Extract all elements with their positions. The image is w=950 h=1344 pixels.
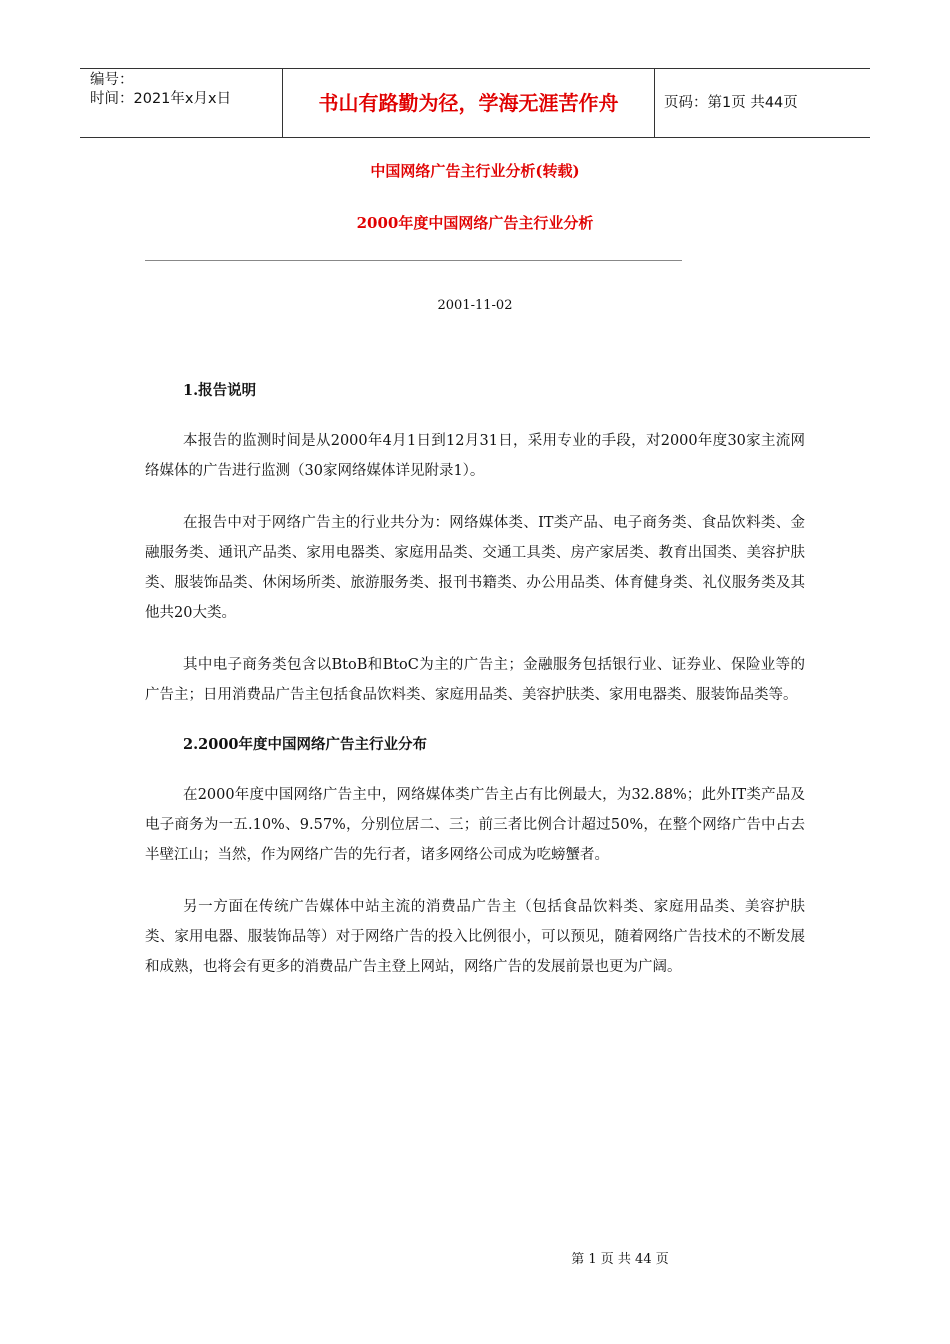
title-divider bbox=[145, 260, 682, 261]
header-page-info: 页码：第1页 共44页 bbox=[664, 95, 798, 111]
document-body bbox=[145, 380, 805, 982]
number-label: 编号： bbox=[90, 72, 134, 88]
header-motto: 书山有路勤为径，学海无涯苦作舟 bbox=[282, 69, 655, 137]
document-subtitle: 2000年度中国网络广告主行业分析 bbox=[356, 214, 594, 232]
paragraph: 在2000年度中国网络广告主中，网络媒体类广告主占有比例最大，为32.88%；此外IT类产品及电子商务为一五.10%、9.57%，分别位居二、三；前三者比例合计超过50%，在整个网络广告中占去半壁江山；当然，作为网络广告的先行者，诸多网络公司成为吃螃蟹者。 bbox=[145, 787, 805, 863]
paragraph: 另一方面在传统广告媒体中站主流的消费品广告主（包括食品饮料类、家庭用品类、美容护肤类、家用电器、服装饰品等）对于网络广告的投入比例很小，可以预见，随着网络广告技术的不断发展和成熟，也将会有更多的消费品广告主登上网站，网络广告的发展前景也更为广阔。 bbox=[145, 899, 805, 975]
time-label: 时间：2021年x月x日 bbox=[90, 91, 232, 107]
page-footer: 第 1 页 共 44 页 bbox=[571, 1252, 669, 1267]
paragraph: 本报告的监测时间是从2000年4月1日到12月31日，采用专业的手段，对2000年度30家主流网络媒体的广告进行监测（30家网络媒体详见附录1）。 bbox=[145, 433, 805, 479]
section-heading: 1.报告说明 bbox=[183, 382, 257, 399]
paragraph: 在报告中对于网络广告主的行业共分为：网络媒体类、IT类产品、电子商务类、食品饮料类、金融服务类、通讯产品类、家用电器类、家庭用品类、交通工具类、房产家居类、教育出国类、美容护肤类、服装饰品类、休闲场所类、旅游服务类、报刊书籍类、办公用品类、体育健身类、礼仪服务类及其他共20大类。 bbox=[145, 515, 805, 621]
header-meta-cell bbox=[80, 69, 282, 137]
document-date: 2001-11-02 bbox=[437, 298, 513, 313]
page-header-table bbox=[80, 68, 870, 138]
section-heading: 2.2000年度中国网络广告主行业分布 bbox=[183, 736, 427, 753]
paragraph: 其中电子商务类包含以BtoB和BtoC为主的广告主；金融服务包括银行业、证券业、保险业等的广告主；日用消费品广告主包括食品饮料类、家庭用品类、美容护肤类、家用电器类、服装饰品类等。 bbox=[145, 657, 805, 703]
document-title: 中国网络广告主行业分析(转载) bbox=[370, 162, 580, 180]
